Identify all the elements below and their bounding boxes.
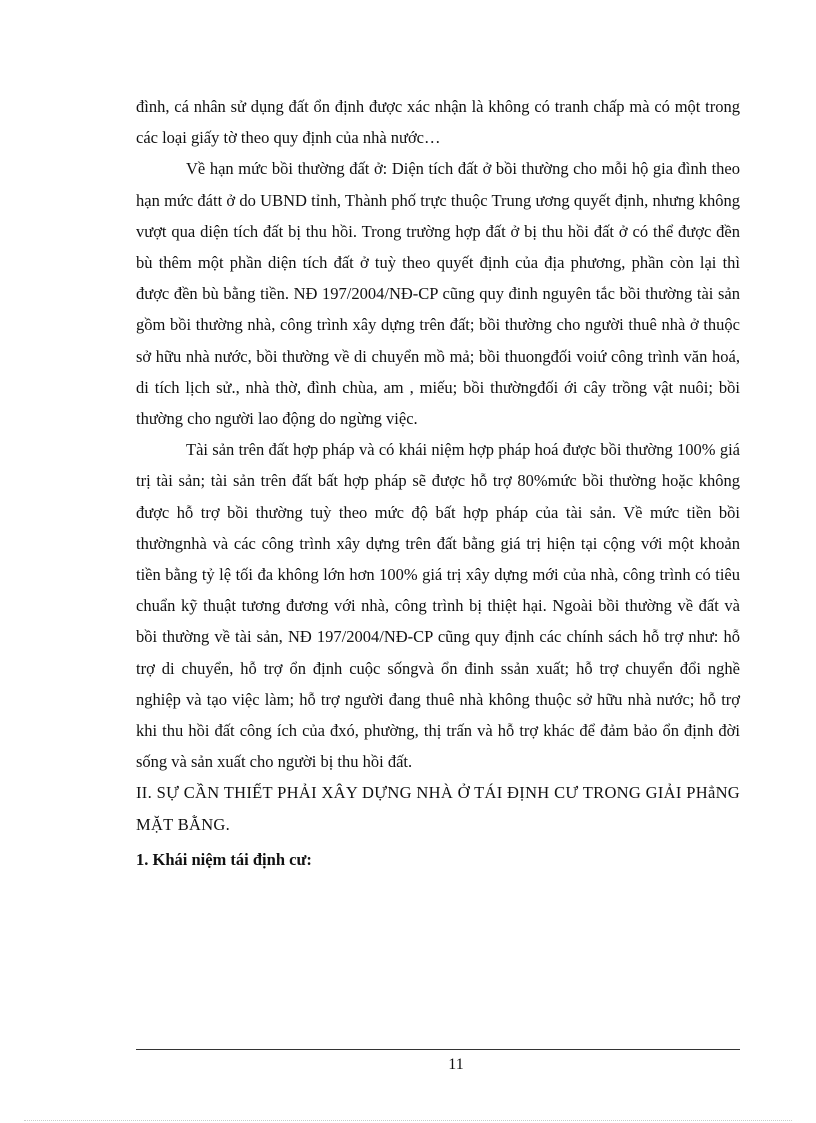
footer-divider bbox=[136, 1049, 740, 1050]
paragraph-continuation: đình, cá nhân sử dụng đất ổn định được xác nhận là không có tranh chấp mà có một trong các loại giấy tờ theo quy định của nhà nước… bbox=[136, 97, 740, 148]
page-body bbox=[136, 91, 740, 875]
section-heading: II. SỰ CẦN THIẾT PHẢI XÂY DỰNG NHÀ Ở TÁI ĐỊNH CƯ TRONG GIẢI PHẳNG MẶT BẰNG. bbox=[136, 783, 740, 834]
page-number: 11 bbox=[448, 1056, 464, 1073]
subheading: 1. Khái niệm tái định cư: bbox=[136, 849, 312, 869]
paragraph-asset-compensation: Tài sản trên đất hợp pháp và có khái niệm hợp pháp hoá được bồi thường 100% giá trị tài sản; tài sản trên đất bất hợp pháp sẽ được hỗ trợ 80%mức bồi thường hoặc không được hỗ trợ bồi thường tuỳ theo mức độ bất hợp pháp của tài sản. Về mức tiền bồi thườngnhà và các công trình xây dựng trên đất bằng giá trị hiện tại cộng với một khoản tiền bằng tỷ lệ tối đa không lớn hơn 100% giá trị xây dựng mới của nhà, công trình có tiêu chuẩn kỹ thuật tương đương với nhà, công trình bị thiệt hại. Ngoài bồi thường về đất và bồi thường về tài sản, NĐ 197/2004/NĐ-CP cũng quy định các chính sách hỗ trợ như: hỗ trợ di chuyển, hỗ trợ ổn định cuộc sốngvà ổn đinh ssản xuất; hỗ trợ chuyển đổi nghề nghiệp và tạo việc làm; hỗ trợ người đang thuê nhà không thuộc sở hữu nhà nước; hỗ trợ khi thu hồi đất công ích của đxó, phường, thị trấn và hỗ trợ khác để đảm bảo ổn định đời sống và sản xuất cho người bị thu hồi đất. bbox=[136, 440, 740, 772]
page-edge-divider bbox=[24, 1120, 792, 1121]
paragraph-compensation-limit: Về hạn mức bồi thường đất ở: Diện tích đất ở bồi thường cho mỗi hộ gia đình theo hạn mức đátt ở do UBND tỉnh, Thành phố trực thuộc Trung ương quyết định, nhưng không vượt qua diện tích đất bị thu hồi. Trong trường hợp đất ở bị thu hồi đất ở có thể được đền bù thêm một phần diện tích đất ở tuỳ theo quyết định của địa phương, phần còn lại thì được đền bù bằng tiền. NĐ 197/2004/NĐ-CP cũng quy đinh nguyên tắc bồi thường tài sản gồm bồi thường nhà, công trình xây dựng trên đất; bồi thường cho người thuê nhà ở thuộc sở hữu nhà nước, bồi thường về di chuyển mồ mả; bồi thuongđối voiứ công trình văn hoá, di tích lịch sử., nhà thờ, đình chùa, am , miếu; bồi thườngđối ới cây trồng vật nuôi; bồi thường cho người lao động do ngừng việc. bbox=[136, 159, 740, 429]
